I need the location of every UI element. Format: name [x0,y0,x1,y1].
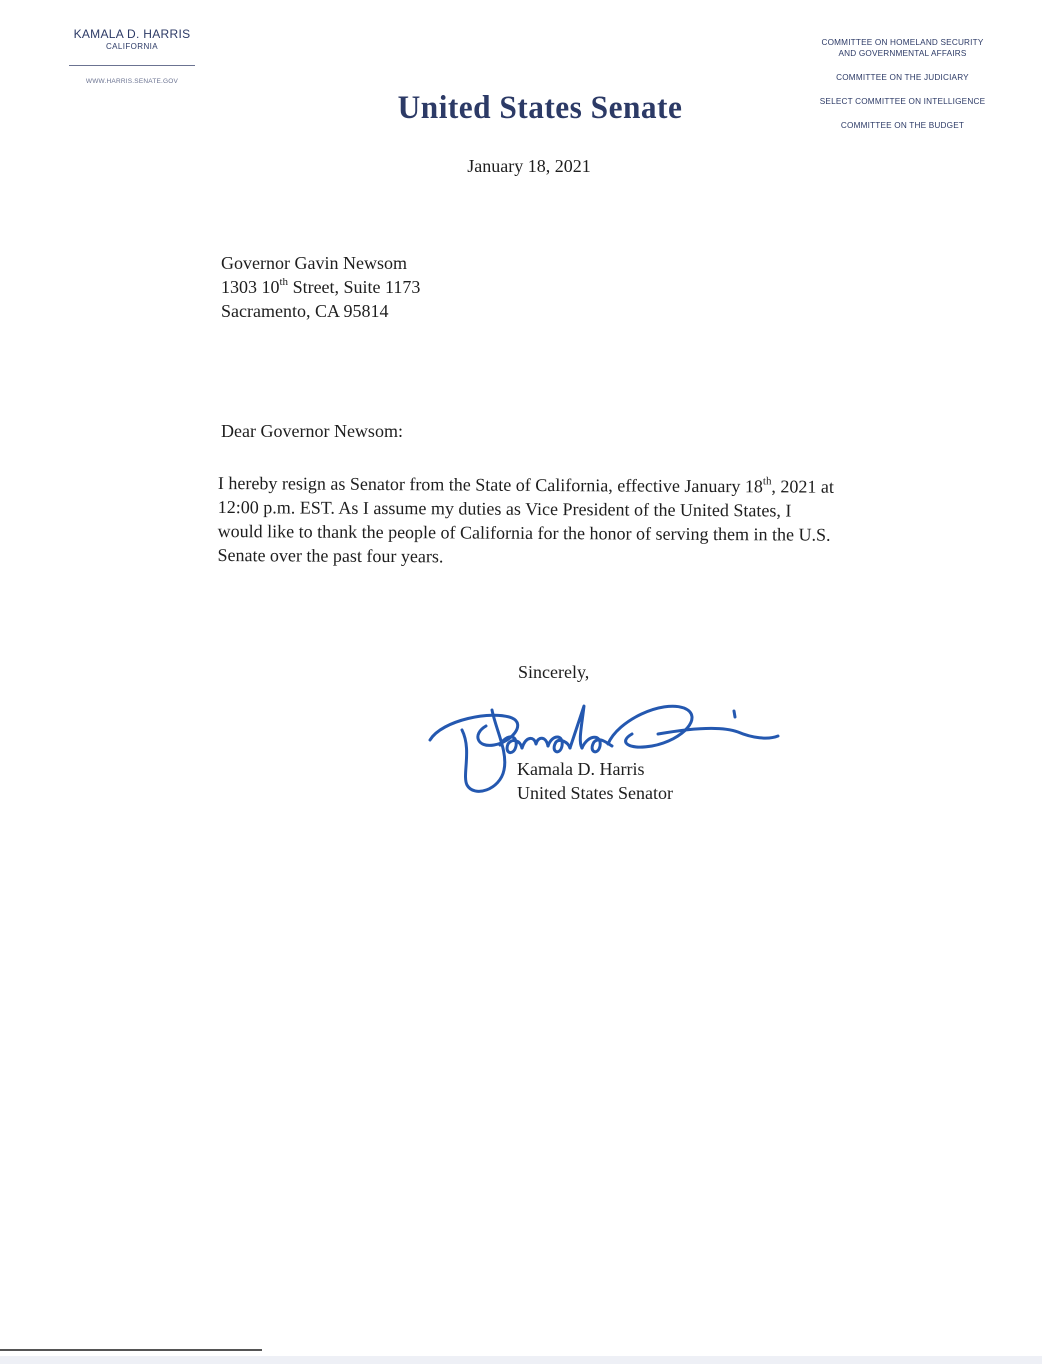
letterhead-divider [69,65,195,66]
recipient-name: Governor Gavin Newsom [221,253,407,273]
senator-website: WWW.HARRIS.SENATE.GOV [85,78,179,85]
letterhead-left [34,27,230,85]
street-suffix: th [279,276,289,288]
street-number: 1303 10 [221,277,280,297]
body-superscript: th [762,475,772,488]
committee-item: COMMITTEE ON THE BUDGET [840,121,965,130]
committee-item: COMMITTEE ON THE JUDICIARY [836,73,969,82]
scan-edge-strip [0,1356,1042,1364]
scan-edge-line [0,1349,262,1351]
letter-body [217,471,838,571]
closing: Sincerely, [518,662,590,682]
committee-item: COMMITTEE ON HOMELAND SECURITY [821,38,984,47]
committee-item: SELECT COMMITTEE ON INTELLIGENCE [819,97,986,106]
signatory-name: Kamala D. Harris [517,759,645,779]
recipient-city: Sacramento, CA 95814 [221,301,389,321]
street-rest: Street, Suite 1173 [288,277,421,297]
senator-state: CALIFORNIA [105,42,158,51]
body-part-2: , 2021 at 12:00 p.m. EST. As I assume my duties as Vice President of the United States, I would like to thank the people of California for the honor of serving them in the U.S. Senate over the past four years. [217,476,835,567]
letterhead-title: United States Senate [397,90,683,126]
body-part-1: I hereby resign as Senator from the State of California, effective January 18 [217,472,763,497]
recipient-address [221,251,420,323]
committee-list [790,37,1015,131]
committee-item: AND GOVERNMENTAL AFFAIRS [838,49,967,58]
recipient-street [221,275,420,299]
letter-date: January 18, 2021 [467,156,591,176]
salutation: Dear Governor Newsom: [221,421,403,441]
senator-name: KAMALA D. HARRIS [73,27,191,41]
signatory-block [517,757,673,805]
signatory-title: United States Senator [517,783,673,803]
